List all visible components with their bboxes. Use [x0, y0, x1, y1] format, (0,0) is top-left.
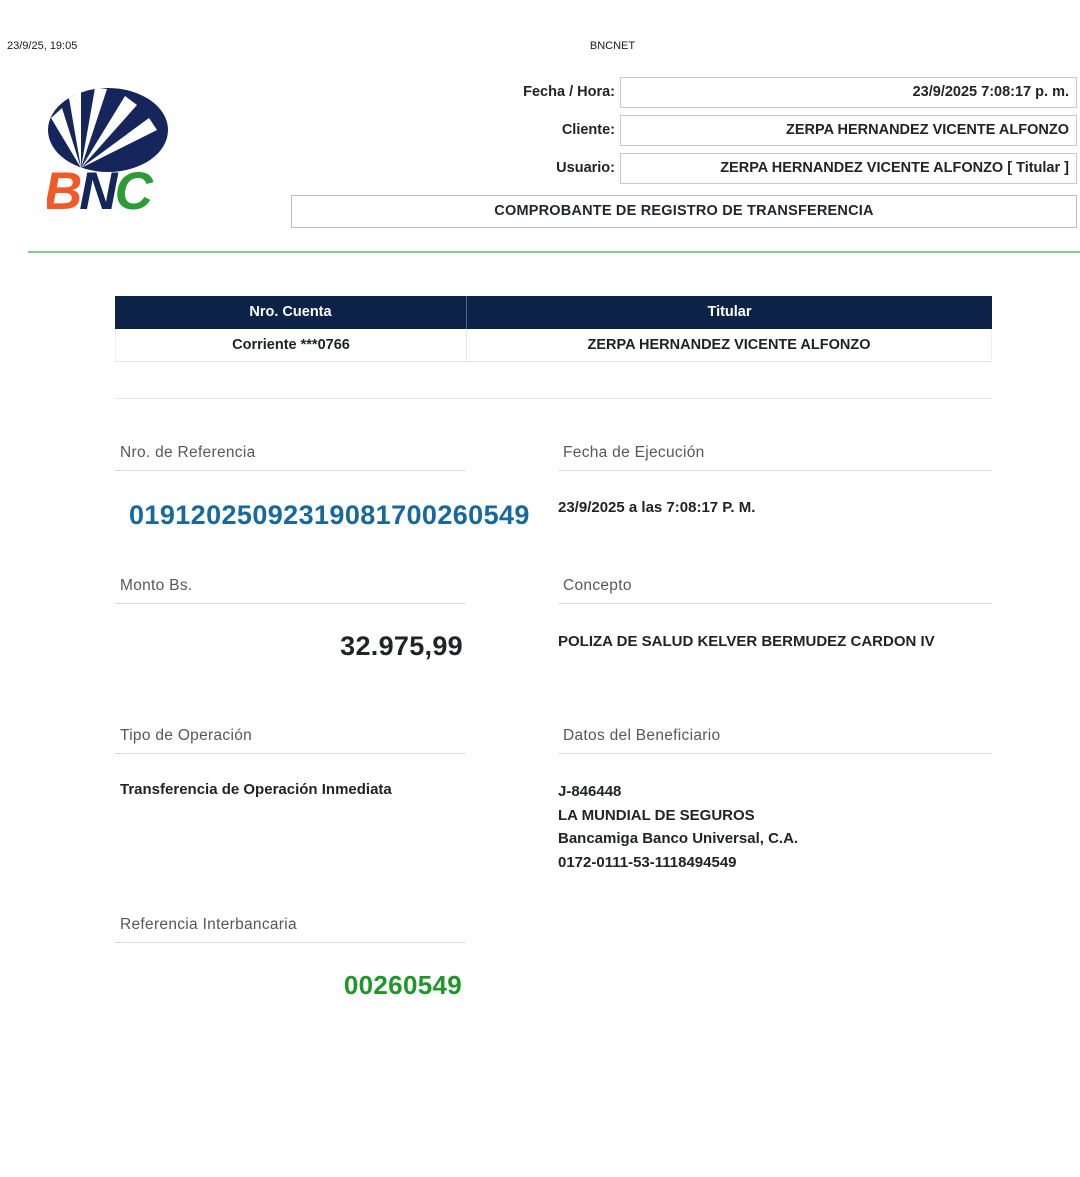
label-referencia-interbancaria: Referencia Interbancaria: [115, 916, 466, 943]
field-value-cliente: ZERPA HERNANDEZ VICENTE ALFONZO: [620, 115, 1077, 146]
execution-date-value: 23/9/2025 a las 7:08:17 P. M.: [558, 499, 756, 516]
account-table: [115, 296, 992, 362]
beneficiary-details: [558, 780, 992, 874]
table-bottom-divider: [115, 398, 992, 399]
site-name: BNCNET: [589, 40, 636, 52]
bnc-logo-icon: [47, 88, 169, 213]
label-fecha-ejecucion: Fecha de Ejecución: [558, 444, 992, 471]
label-tipo-operacion: Tipo de Operación: [115, 727, 466, 754]
receipt-title: COMPROBANTE DE REGISTRO DE TRANSFERENCIA: [291, 195, 1077, 228]
field-label-cliente: Cliente:: [561, 122, 615, 138]
account-table-header-account: Nro. Cuenta: [115, 296, 466, 329]
account-table-data-row: [115, 329, 992, 362]
interbank-reference-value: 00260549: [343, 970, 462, 1000]
green-divider: [28, 251, 1080, 253]
print-timestamp: 23/9/25, 19:05: [7, 40, 78, 52]
account-table-header-row: [115, 296, 992, 329]
field-value-fecha-hora: 23/9/2025 7:08:17 p. m.: [620, 77, 1077, 108]
operation-type-value: Transferencia de Operación Inmediata: [120, 781, 392, 798]
concept-value: POLIZA DE SALUD KELVER BERMUDEZ CARDON IV: [558, 633, 935, 650]
label-nro-referencia: Nro. de Referencia: [115, 444, 466, 471]
field-label-fecha-hora: Fecha / Hora:: [523, 84, 615, 100]
label-concepto: Concepto: [558, 577, 992, 604]
field-label-usuario: Usuario:: [556, 160, 615, 176]
logo-letter-b: B: [47, 162, 80, 213]
field-value-usuario: ZERPA HERNANDEZ VICENTE ALFONZO [ Titular ]: [620, 153, 1077, 184]
label-monto: Monto Bs.: [115, 577, 466, 604]
beneficiary-name: LA MUNDIAL DE SEGUROS: [558, 806, 755, 824]
account-number-cell: Corriente ***0766: [115, 329, 466, 362]
svg-text:BNC: [47, 162, 154, 213]
account-holder-cell: ZERPA HERNANDEZ VICENTE ALFONZO: [466, 329, 992, 362]
logo-letter-n: N: [79, 162, 115, 213]
beneficiary-account-number: 0172-0111-53-1118494549: [558, 853, 737, 871]
beneficiary-rif: J-846448: [558, 783, 622, 800]
bnc-logo: [47, 88, 169, 213]
beneficiary-bank: Bancamiga Banco Universal, C.A.: [558, 830, 799, 847]
logo-letter-c: C: [114, 162, 150, 213]
amount-value: 32.975,99: [340, 631, 463, 661]
account-table-header-holder: Titular: [466, 296, 992, 329]
reference-number-value: 01912025092319081700260549: [129, 500, 530, 530]
label-datos-beneficiario: Datos del Beneficiario: [558, 727, 992, 754]
